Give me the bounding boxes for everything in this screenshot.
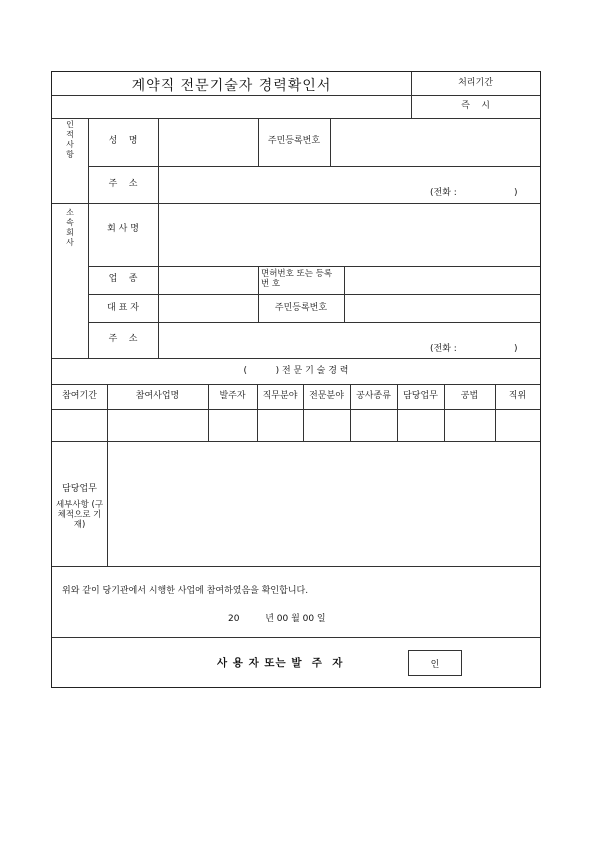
company-section-label: 소속회사 <box>66 208 74 247</box>
row-divider <box>52 566 540 567</box>
ceo-resident-number-label: 주민등록번호 <box>274 303 328 313</box>
row-divider <box>52 118 540 119</box>
col-construction-type: 공사종류 <box>356 391 391 401</box>
row-divider <box>88 294 540 295</box>
col-duty: 담당업무 <box>403 391 438 401</box>
confirmation-statement: 위와 같이 당기관에서 시행한 사업에 참여하였음을 확인합니다. <box>62 586 309 596</box>
col-specialty: 전문분야 <box>309 391 344 401</box>
seal-box <box>408 650 462 676</box>
col-project-name: 참여사업명 <box>135 391 180 401</box>
col-client: 발주자 <box>219 391 246 401</box>
license-number-label: 면허번호 또는 등록 번 호 <box>261 269 333 289</box>
row-divider <box>52 95 540 96</box>
processing-period-label: 처리기간 <box>458 78 493 88</box>
signature-label: 사 용 자 또는 발 주 자 <box>217 657 344 669</box>
row-divider <box>52 637 540 638</box>
col-divider <box>330 118 331 166</box>
phone-text: (전화 : ) <box>430 188 518 198</box>
row-divider <box>52 384 540 385</box>
name-label: 성 명 <box>108 136 138 146</box>
col-divider <box>344 266 345 322</box>
personal-info-section-label: 인적사항 <box>66 120 74 159</box>
col-position: 직위 <box>508 391 527 401</box>
col-participation-period: 참여기간 <box>62 391 97 401</box>
row-divider <box>52 203 540 204</box>
business-type-label: 업 종 <box>108 274 138 284</box>
duties-detail-label: 세부사항 (구체적으로 기재) <box>55 500 104 530</box>
col-job-field: 직무분야 <box>262 391 298 401</box>
row-divider <box>52 409 540 410</box>
seal-mark: 인 <box>430 659 440 670</box>
company-name-label: 회 사 명 <box>107 224 139 234</box>
row-divider <box>52 358 540 359</box>
career-heading: ( ) 전 문 기 술 경 력 <box>243 366 349 376</box>
col-divider <box>88 118 89 358</box>
confirmation-date: 20 년 00 월 00 일 <box>228 614 326 624</box>
col-divider <box>158 118 159 358</box>
career-confirmation-form <box>51 71 541 688</box>
document-title: 계약직 전문기술자 경력확인서 <box>131 78 332 94</box>
row-divider <box>88 166 540 167</box>
col-divider <box>107 441 108 566</box>
processing-period-value: 즉 시 <box>461 101 490 111</box>
address-label: 주 소 <box>108 179 138 189</box>
row-divider <box>88 266 540 267</box>
col-method: 공법 <box>460 391 479 401</box>
ceo-label: 대 표 자 <box>107 303 139 313</box>
company-phone-text: (전화 : ) <box>430 344 518 354</box>
row-divider <box>88 322 540 323</box>
resident-number-label: 주민등록번호 <box>267 136 321 146</box>
duties-label: 담당업무 <box>62 484 97 494</box>
company-address-label: 주 소 <box>108 334 138 344</box>
row-divider <box>52 441 540 442</box>
